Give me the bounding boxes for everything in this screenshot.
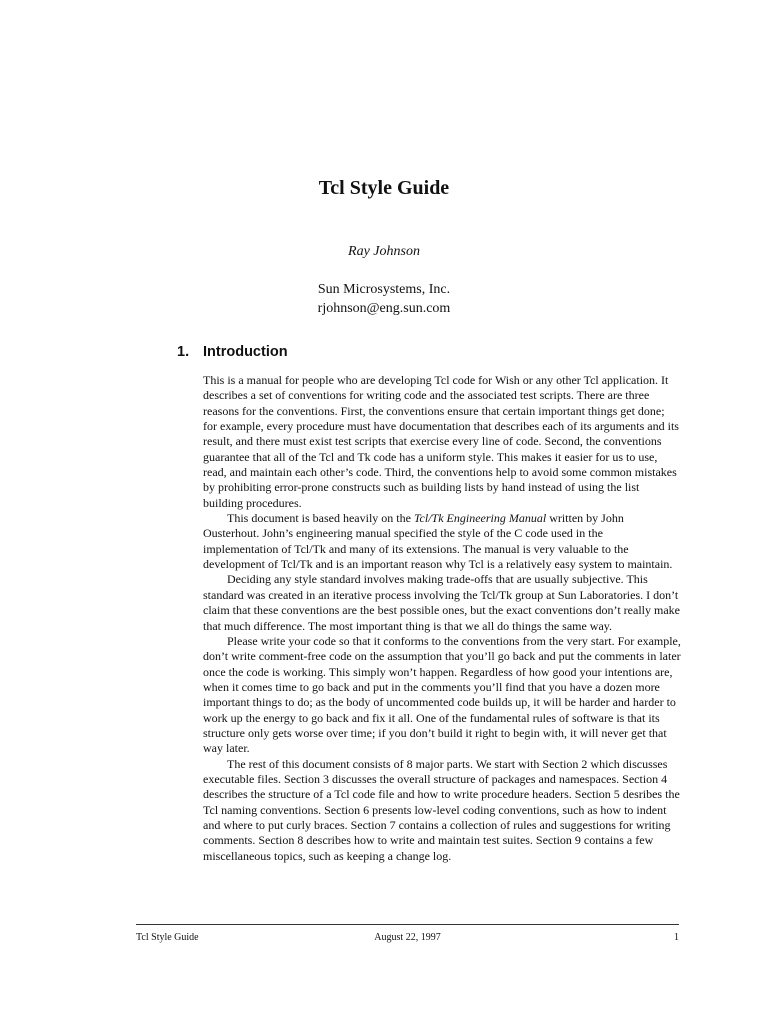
page-number: 1 (674, 932, 679, 943)
paragraph (203, 572, 681, 633)
italic-title-text: Tcl/Tk Engineering Manual (413, 511, 547, 526)
paragraph (203, 634, 681, 757)
paragraph-text: This document is based heavily on the (227, 511, 414, 526)
footer-date: August 22, 1997 (374, 932, 441, 943)
document-title: Tcl Style Guide (318, 177, 450, 199)
section-body (203, 373, 681, 864)
section-heading (177, 344, 288, 360)
paragraph-text: written by John Ousterhout. John’s engineering manual specified the style of the C code used in the implementation of Tcl/Tk and many of its extensions. The manual is very valuable to the development of Tcl/Tk and is an important reason why Tcl is a relatively easy system to maintain. (203, 511, 673, 572)
section-number: 1. (177, 344, 190, 360)
footer-doc-title: Tcl Style Guide (136, 932, 199, 943)
page-footer (136, 932, 679, 946)
email-address: rjohnson@eng.sun.com (317, 301, 451, 316)
organization: Sun Microsystems, Inc. (317, 282, 451, 297)
footer-divider (136, 924, 679, 925)
paragraph (203, 757, 681, 864)
section-title: Introduction (203, 344, 288, 360)
paragraph-text: Deciding any style standard involves making trade-offs that are usually subjective. This standard was created in an iterative process involving the Tcl/Tk group at Sun Laboratories. I don’t claim that these conventions are the best possible ones, but the exact conventions don’t really make that much difference. The most important thing is that we all do things the same way. (203, 572, 680, 633)
author-name: Ray Johnson (348, 244, 420, 259)
paragraph (203, 373, 681, 511)
author-affiliation (0, 280, 768, 318)
paragraph-text: Please write your code so that it conforms to the conventions from the very start. For example, don’t write comment-free code on the assumption that you’ll go back and put the comments in later once the code is working. This simply won’t happen. Regardless of how good your intentions are, when it comes time to go back and put in the comments you’ll find that you have a dozen more important things to do; as the body of uncommented code builds up, it will be harder and harder to work up the energy to go back and fix it all. One of the fundamental rules of software is that its structure only gets worse over time; if you don’t build it right to begin with, it will never get that way later. (203, 633, 681, 756)
paragraph (203, 511, 681, 572)
paragraph-text: This is a manual for people who are developing Tcl code for Wish or any other Tcl application. It describes a set of conventions for writing code and the associated test scripts. There are three reasons for the conventions. First, the conventions ensure that certain important things get done; for example, every procedure must have documentation that describes each of its arguments and its result, and there must exist test scripts that exercise every line of code. Second, the conventions guarantee that all of the Tcl and Tk code has a uniform style. This makes it easier for us to use, read, and maintain each other’s code. Third, the conventions help to avoid some common mistakes by prohibiting error-prone constructs such as building lists by hand instead of using the list building procedures. (203, 373, 679, 510)
paragraph-text: The rest of this document consists of 8 major parts. We start with Section 2 which discusses executable files. Section 3 discusses the overall structure of packages and namespaces. Section 4 describes the structure of a Tcl code file and how to write procedure headers. Section 5 desribes the Tcl naming conventions. Section 6 presents low-level coding conventions, such as how to indent and where to put curly braces. Section 7 contains a collection of rules and suggestions for writing comments. Section 8 describes how to write and maintain test suites. Section 9 contains a few miscellaneous topics, such as keeping a change log. (203, 756, 680, 863)
